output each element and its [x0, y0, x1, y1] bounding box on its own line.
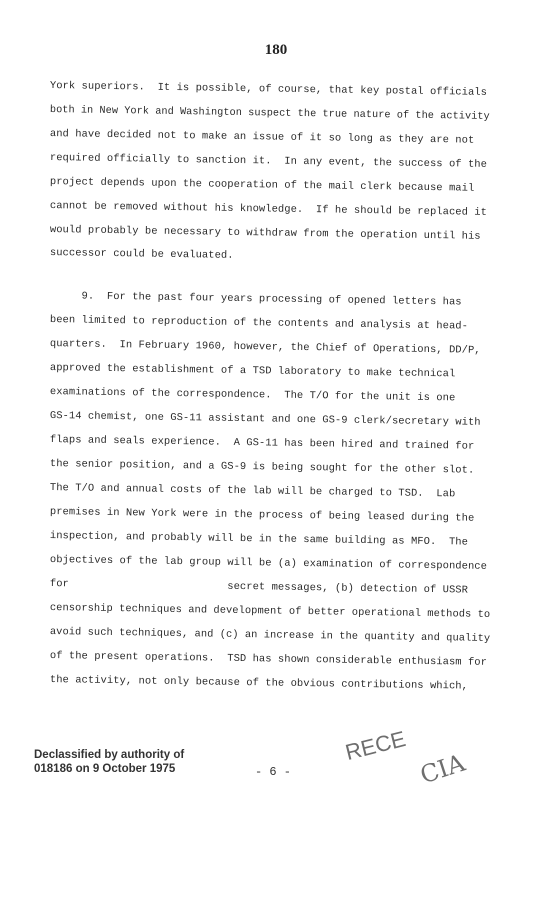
- text-line: both in New York and Washington suspect the true nature of the activity: [49, 104, 490, 123]
- text-line: approved the establishment of a TSD laboratory to make technical: [49, 362, 456, 381]
- text-line: required officially to sanction it. In any event, the success of the: [49, 152, 488, 171]
- text-line: would probably be necessary to withdraw from the operation until his: [49, 224, 481, 243]
- text-line: flaps and seals experience. A GS-11 has been hired and trained for: [49, 434, 475, 453]
- text-line: York superiors. It is possible, of course, that key postal officials: [49, 80, 488, 99]
- text-line: for secret messages, (b) detection of USSR: [49, 578, 469, 597]
- text-line: and have decided not to make an issue of it so long as they are not: [49, 128, 475, 147]
- text-line: examinations of the correspondence. The T/O for the unit is one: [49, 386, 456, 405]
- text-line: premises in New York were in the process of being leased during the: [49, 506, 475, 525]
- text-line: GS-14 chemist, one GS-11 assistant and one GS-9 clerk/secretary with: [49, 410, 481, 429]
- text-line: of the present operations. TSD has shown considerable enthusiasm for: [49, 650, 488, 669]
- declassified-line-2: 018186 on 9 October 1975: [34, 763, 176, 775]
- declassified-line-1: Declassified by authority of: [34, 749, 185, 761]
- text-line: 9. For the past four years processing of opened letters has: [49, 290, 462, 309]
- received-stamp: RECE: [342, 725, 409, 766]
- text-line: cannot be removed without his knowledge. If he should be replaced it: [49, 200, 488, 219]
- text-line: The T/O and annual costs of the lab will be charged to TSD. Lab: [49, 482, 456, 501]
- text-line: objectives of the lab group will be (a) examination of correspondence: [49, 554, 488, 573]
- text-line: the activity, not only because of the obvious contributions which,: [49, 674, 469, 693]
- text-line: been limited to reproduction of the contents and analysis at head-: [49, 314, 469, 333]
- cia-stamp: CIA: [416, 748, 469, 790]
- text-line: successor could be evaluated.: [49, 247, 234, 262]
- text-line: avoid such techniques, and (c) an increase in the quantity and quality: [49, 626, 491, 645]
- text-line: censorship techniques and development of better operational methods to: [49, 602, 491, 621]
- text-line: quarters. In February 1960, however, the Chief of Operations, DD/P,: [49, 338, 481, 357]
- text-line: project depends upon the cooperation of the mail clerk because mail: [49, 176, 475, 195]
- page-number: 180: [264, 42, 288, 58]
- text-line: inspection, and probably will be in the same building as MFO. The: [49, 530, 469, 549]
- footer-page-number: - 6 -: [255, 765, 292, 779]
- text-line: the senior position, and a GS-9 is being sought for the other slot.: [49, 458, 475, 477]
